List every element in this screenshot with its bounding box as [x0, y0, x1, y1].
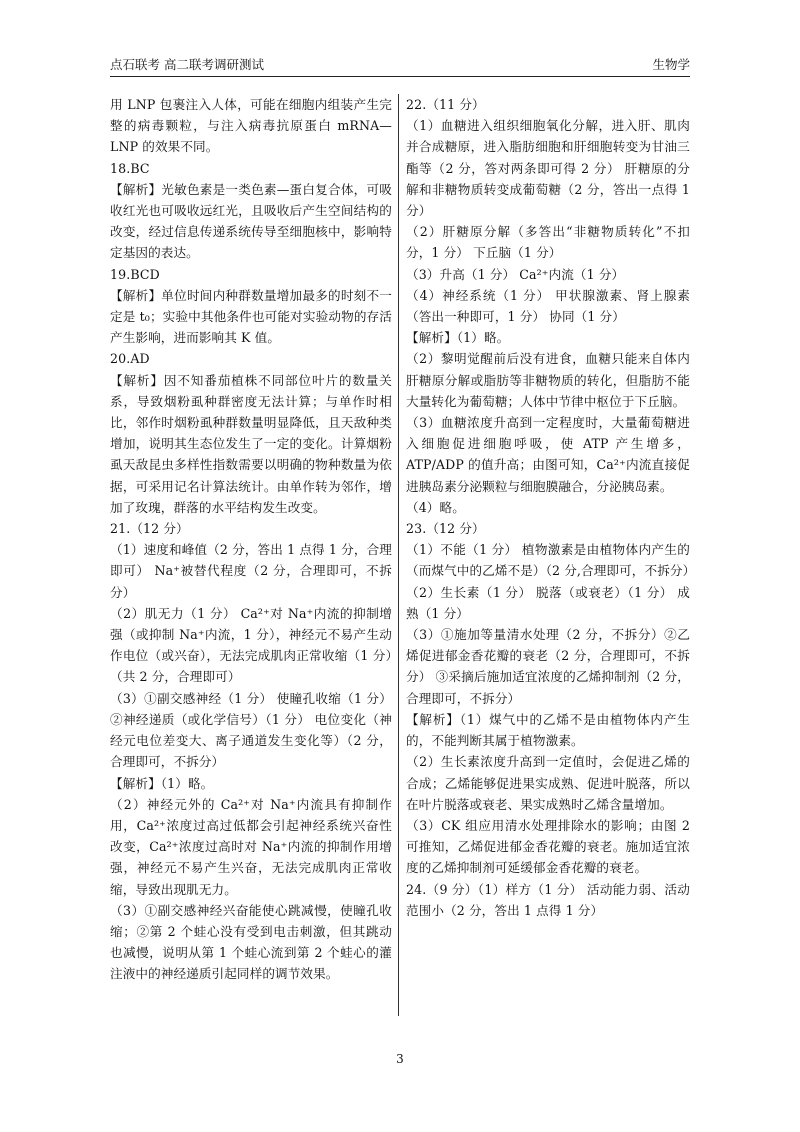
paragraph: 24.（9 分）（1）样方（1 分） 活动能力弱、活动范围小（2 分，答出 1 点得 1 分）	[406, 881, 690, 918]
paragraph: （1）速度和峰值（2 分，答出 1 点得 1 分，合理即可） Na⁺被替代程度（2 分，合理即可，不拆分）	[110, 542, 392, 600]
paragraph: （2）生长素浓度升高到一定值时，会促进乙烯的合成；乙烯能够促进果实成熟、促进叶脱落，所以在叶片脱落或衰老、果实成熟时乙烯含量增加。	[406, 754, 690, 812]
page-header	[110, 54, 690, 77]
paragraph: （3）血糖浓度升高到一定程度时，大量葡萄糖进入细胞促进细胞呼吸，使 ATP 产生增多，ATP/ADP 的值升高；由图可知，Ca²⁺内流直接促进胰岛素分泌颗粒与细胞膜融合，分泌胰岛素。	[406, 415, 690, 494]
paragraph: （2）肝糖原分解（多答出“非糖物质转化”不扣分，1 分） 下丘脑（1 分）	[406, 224, 690, 261]
paragraph: （3）①施加等量清水处理（2 分，不拆分）②乙烯促进郁金香花瓣的衰老（2 分，合理即可，不拆分） ③采摘后施加适宜浓度的乙烯抑制剂（2 分，合理即可，不拆分）	[406, 627, 690, 706]
answer-number: 18.BC	[110, 160, 150, 176]
paragraph: （3）CK 组应用清水处理排除水的影响；由图 2 可推知，乙烯促进郁金香花瓣的衰老。施加适宜浓度的乙烯抑制剂可延缓郁金香花瓣的衰老。	[406, 817, 690, 876]
paragraph: （3）升高（1 分） Ca²⁺内流（1 分）	[406, 266, 625, 282]
question-heading: 22.（11 分）	[406, 97, 485, 112]
paragraph: （1）不能（1 分） 植物激素是由植物体内产生的（而煤气中的乙烯不是）（2 分,合理即可，不拆分）	[406, 542, 696, 579]
paragraph: 【解析】（1）煤气中的乙烯不是由植物体内产生的，不能判断其属于植物激素。	[406, 711, 690, 749]
paragraph: （3）①副交感神经（1 分） 使瞳孔收缩（1 分） ②神经递质（或化学信号）（1 分） 电位变化（神经元电位差变大、离子通道发生变化等）（2 分，合理即可，不拆分）	[110, 690, 392, 770]
paragraph: （2）肌无力（1 分） Ca²⁺对 Na⁺内流的抑制增强（或抑制 Na⁺内流，1 分），神经元不易产生动作电位（或兴奋），无法完成肌肉正常收缩（1 分）（共 2 分，合理即可）	[110, 605, 392, 685]
paragraph: （2）生长素（1 分） 脱落（或衰老）（1 分） 成熟（1 分）	[406, 584, 690, 621]
paragraph: 【解析】（1）略。	[110, 775, 214, 791]
paragraph: 【解析】（1）略。	[406, 330, 510, 346]
left-column	[110, 94, 392, 985]
paragraph: （2）神经元外的 Ca²⁺对 Na⁺内流具有抑制作用，Ca²⁺浓度过高过低都会引起神经系统兴奋性改变，Ca²⁺浓度过高时对 Na⁺内流的抑制作用增强，神经元不易产生兴奋，无法完成肌肉正常收缩，导致出现肌无力。	[110, 796, 392, 897]
question-heading: 21.（12 分）	[110, 521, 189, 537]
paragraph: （3）①副交感神经兴奋能使心跳减慢，使瞳孔收缩；②第 2 个蛙心没有受到电击刺激，但其跳动也减慢，说明从第 1 个蛙心流到第 2 个蛙心的灌注液中的神经递质引起同样的调节效果。	[110, 902, 392, 982]
paragraph: 【解析】因不知番茄植株不同部位叶片的数量关系，导致烟粉虱种群密度无法计算；与单作时相比，邻作时烟粉虱种群数量明显降低，且天敌种类增加，说明其生态位发生了一定的变化。计算烟粉虱天敌昆虫多样性指数需要以明确的物种数量为依据，可采用记名计算法统计。由单作转为邻作，增加了玫瑰，群落的水平结构发生改变。	[110, 372, 392, 515]
answer-number: 19.BCD	[110, 266, 160, 282]
paragraph: （4）略。	[406, 499, 465, 515]
paragraph: 【解析】光敏色素是一类色素—蛋白复合体，可吸收红光也可吸收远红光，且吸收后产生空间结构的改变，经过信息传递系统传导至细胞核中，影响特定基因的表达。	[110, 181, 392, 261]
paragraph: （2）黎明觉醒前后没有进食，血糖只能来自体内肝糖原分解或脂肪等非糖物质的转化，但脂肪不能大量转化为葡萄糖；人体中节律中枢位于下丘脑。	[406, 351, 690, 409]
paragraph: 用 LNP 包裹注入人体，可能在细胞内组装产生完整的病毒颗粒，与注入病毒抗原蛋白 mRNA—LNP 的效果不同。	[110, 97, 392, 155]
question-heading: 23.（12 分）	[406, 521, 485, 537]
column-divider	[398, 94, 399, 1016]
paragraph: 【解析】单位时间内种群数量增加最多的时刻不一定是 t₀；实验中其他条件也可能对实验动物的存活产生影响，进而影响其 K 值。	[110, 287, 392, 346]
paragraph: （4）神经系统（1 分） 甲状腺激素、肾上腺素（答出一种即可，1 分） 协同（1 分）	[406, 287, 690, 325]
header-exam-title: 点石联考 高二联考调研测试	[110, 57, 264, 72]
header-subject: 生物学	[652, 57, 690, 72]
page-number: 3	[396, 1052, 404, 1066]
answer-number: 20.AD	[110, 351, 150, 367]
right-column	[406, 94, 696, 921]
paragraph: （1）血糖进入组织细胞氧化分解，进入肝、肌肉并合成糖原，进入脂肪细胞和肝细胞转变为甘油三酯等（2 分，答对两条即可得 2 分） 肝糖原的分解和非糖物质转变成葡萄糖（2 分，答出一点得 1 分）	[406, 118, 690, 219]
